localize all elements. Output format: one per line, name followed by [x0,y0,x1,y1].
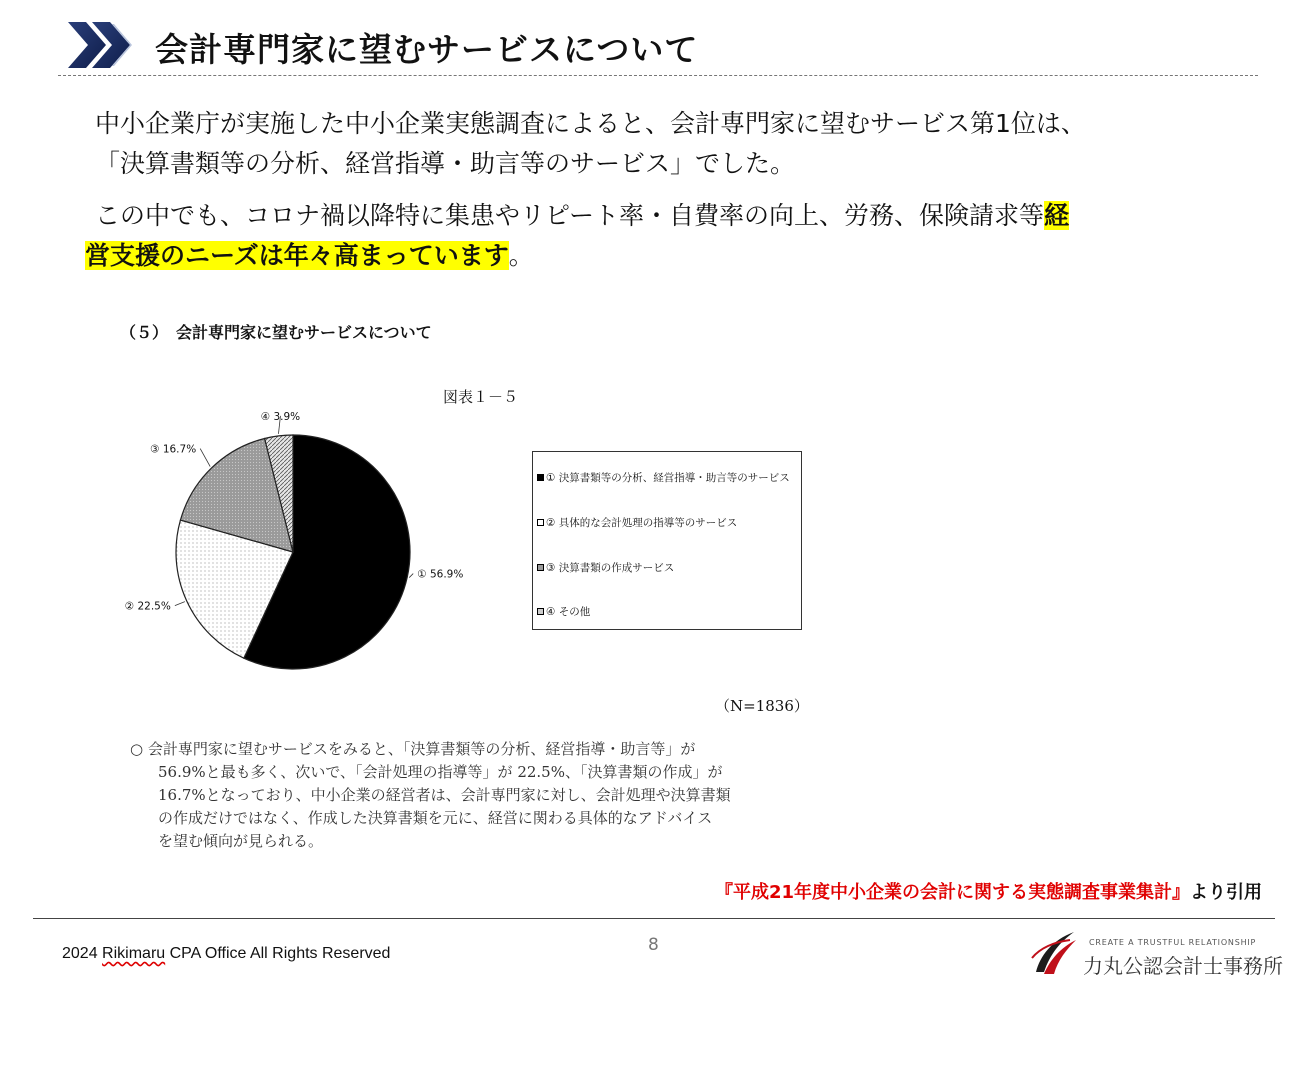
pie-leader-line [200,449,210,467]
swoosh-logo-icon [1030,928,1080,978]
legend-item-other [537,604,590,619]
legend-item-preparation [537,560,674,575]
pie-chart [120,410,464,680]
legend-label: ② 具体的な会計処理の指導等のサービス [546,517,738,529]
pie-slice-label: ① 56.9% [417,568,464,581]
needs-highlight-start: 経 [1044,201,1070,230]
intro-line-1: 中小企業庁が実施した中小企業実態調査によると、会計専門家に望むサービス第1位は、 [95,109,1086,138]
intro-line-2: 「決算書類等の分析、経営指導・助言等のサービス」でした。 [95,149,796,178]
legend-item-accounting [537,515,737,530]
footer-divider [33,918,1275,919]
legend-swatch-white [537,519,544,526]
source-title: 『平成21年度中小企業の会計に関する実態調査事業集計』 [714,882,1190,903]
figure-description [130,738,731,853]
needs-paragraph [85,196,1070,276]
chart-legend [532,451,802,630]
description-line: を望む傾向が見られる。 [158,832,324,850]
legend-item-analysis [537,470,790,485]
description-line: の作成だけではなく、作成した決算書類を元に、経営に関わる具体的なアドバイス [158,809,713,827]
logo-tagline: CREATE A TRUSTFUL RELATIONSHIP [1089,938,1257,947]
legend-label: ① 決算書類等の分析、経営指導・助言等のサービス [546,472,790,484]
pie-leader-line [409,574,413,578]
intro-paragraph [95,104,1086,184]
needs-line-2-end: 。 [508,241,534,270]
description-line: ○ 会計専門家に望むサービスをみると、「決算書類等の分析、経営指導・助言等」が [130,740,696,758]
page-number: 8 [648,935,659,955]
pie-leader-line [175,602,185,606]
legend-swatch-black [537,474,544,481]
sample-size-label: （N=1836） [715,697,809,715]
source-suffix: より引用 [1190,882,1262,903]
copyright-prefix: 2024 [62,945,103,962]
source-citation [715,878,1262,904]
pie-slice-label: ② 22.5% [124,600,171,613]
needs-line-2 [85,236,1069,276]
figure-heading: （５） 会計専門家に望むサービスについて [120,323,432,342]
double-chevron-icon [68,22,134,68]
logo-name: 力丸公認会計士事務所 [1083,954,1283,978]
pie-slice-label: ④ 3.9% [260,410,301,423]
legend-swatch-gray [537,564,544,571]
page-title: 会計専門家に望むサービスについて [155,30,699,69]
legend-label: ③ 決算書類の作成サービス [546,562,675,574]
copyright-suffix: CPA Office All Rights Reserved [165,945,391,962]
copyright-notice [62,945,390,963]
pie-slice-label: ③ 16.7% [150,443,197,456]
needs-highlight-text: 営支援のニーズは年々高まっています [85,241,509,270]
figure-caption: 図表１－５ [443,388,519,406]
legend-swatch-hatch [537,608,544,615]
description-line: 16.7%となっており、中小企業の経営者は、会計専門家に対し、会計処理や決算書類 [158,786,731,804]
title-divider [58,75,1258,76]
description-line: 56.9%と最も多く、次いで、「会計処理の指導等」が 22.5%、「決算書類の作成」が [158,763,723,781]
needs-line-1-text: この中でも、コロナ禍以降特に集患やリピート率・自費率の向上、労務、保険請求等 [95,201,1045,230]
needs-line-1 [95,196,1069,236]
copyright-brand: Rikimaru [102,945,166,962]
legend-label: ④ その他 [546,606,591,618]
